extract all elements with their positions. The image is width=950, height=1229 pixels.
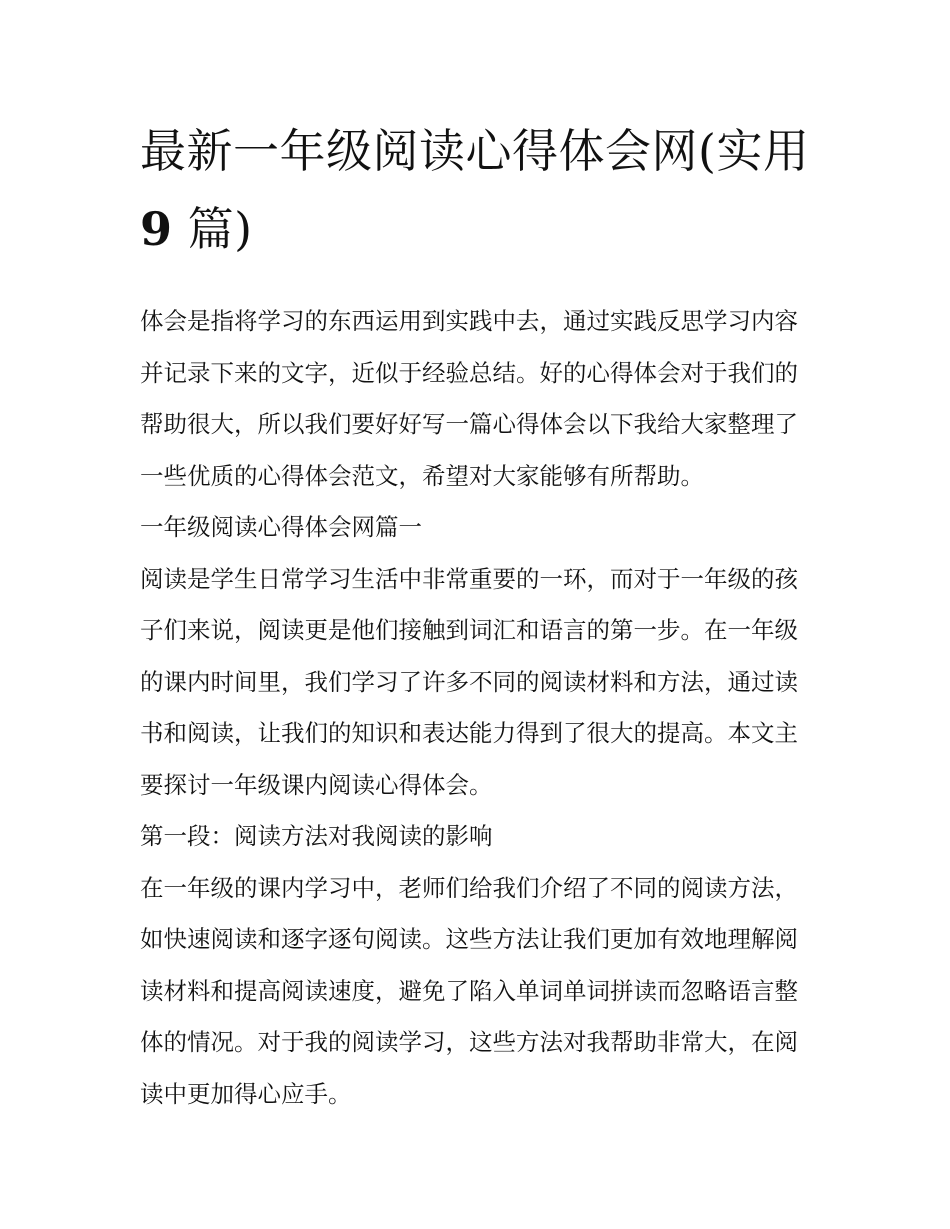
title-part1: 最新一年级阅读心得体会网(实用 [140,124,810,178]
title-part2: 篇) [187,202,253,256]
section-title: 一年级阅读心得体会网篇一 [140,513,422,541]
subheading: 第一段：阅读方法对我阅读的影响 [140,822,493,850]
body-paragraph: 在一年级的课内学习中，老师们给我们介绍了不同的阅读方法，如快速阅读和逐字逐句阅读。这些方法让我们更加有效地理解阅读材料和提高阅读速度，避免了陷入单词单词拼读而忽略语言整体的情况。对于我的阅读学习，这些方法对我帮助非常大，在阅读中更加得心应手。 [140,873,798,1108]
document-content [140,112,812,1120]
page-title [140,112,812,268]
intro-paragraph: 体会是指将学习的东西运用到实践中去，通过实践反思学习内容并记录下来的文字，近似于经验总结。好的心得体会对于我们的帮助很大，所以我们要好好写一篇心得体会以下我给大家整理了一些优质的心得体会范文，希望对大家能够有所帮助。 [140,307,798,490]
section-paragraph: 阅读是学生日常学习生活中非常重要的一环，而对于一年级的孩子们来说，阅读更是他们接触到词汇和语言的第一步。在一年级的课内时间里，我们学习了许多不同的阅读材料和方法，通过读书和阅读，让我们的知识和表达能力得到了很大的提高。本文主要探讨一年级课内阅读心得体会。 [140,564,798,799]
title-space [173,202,188,256]
title-number: 9 [140,202,173,256]
